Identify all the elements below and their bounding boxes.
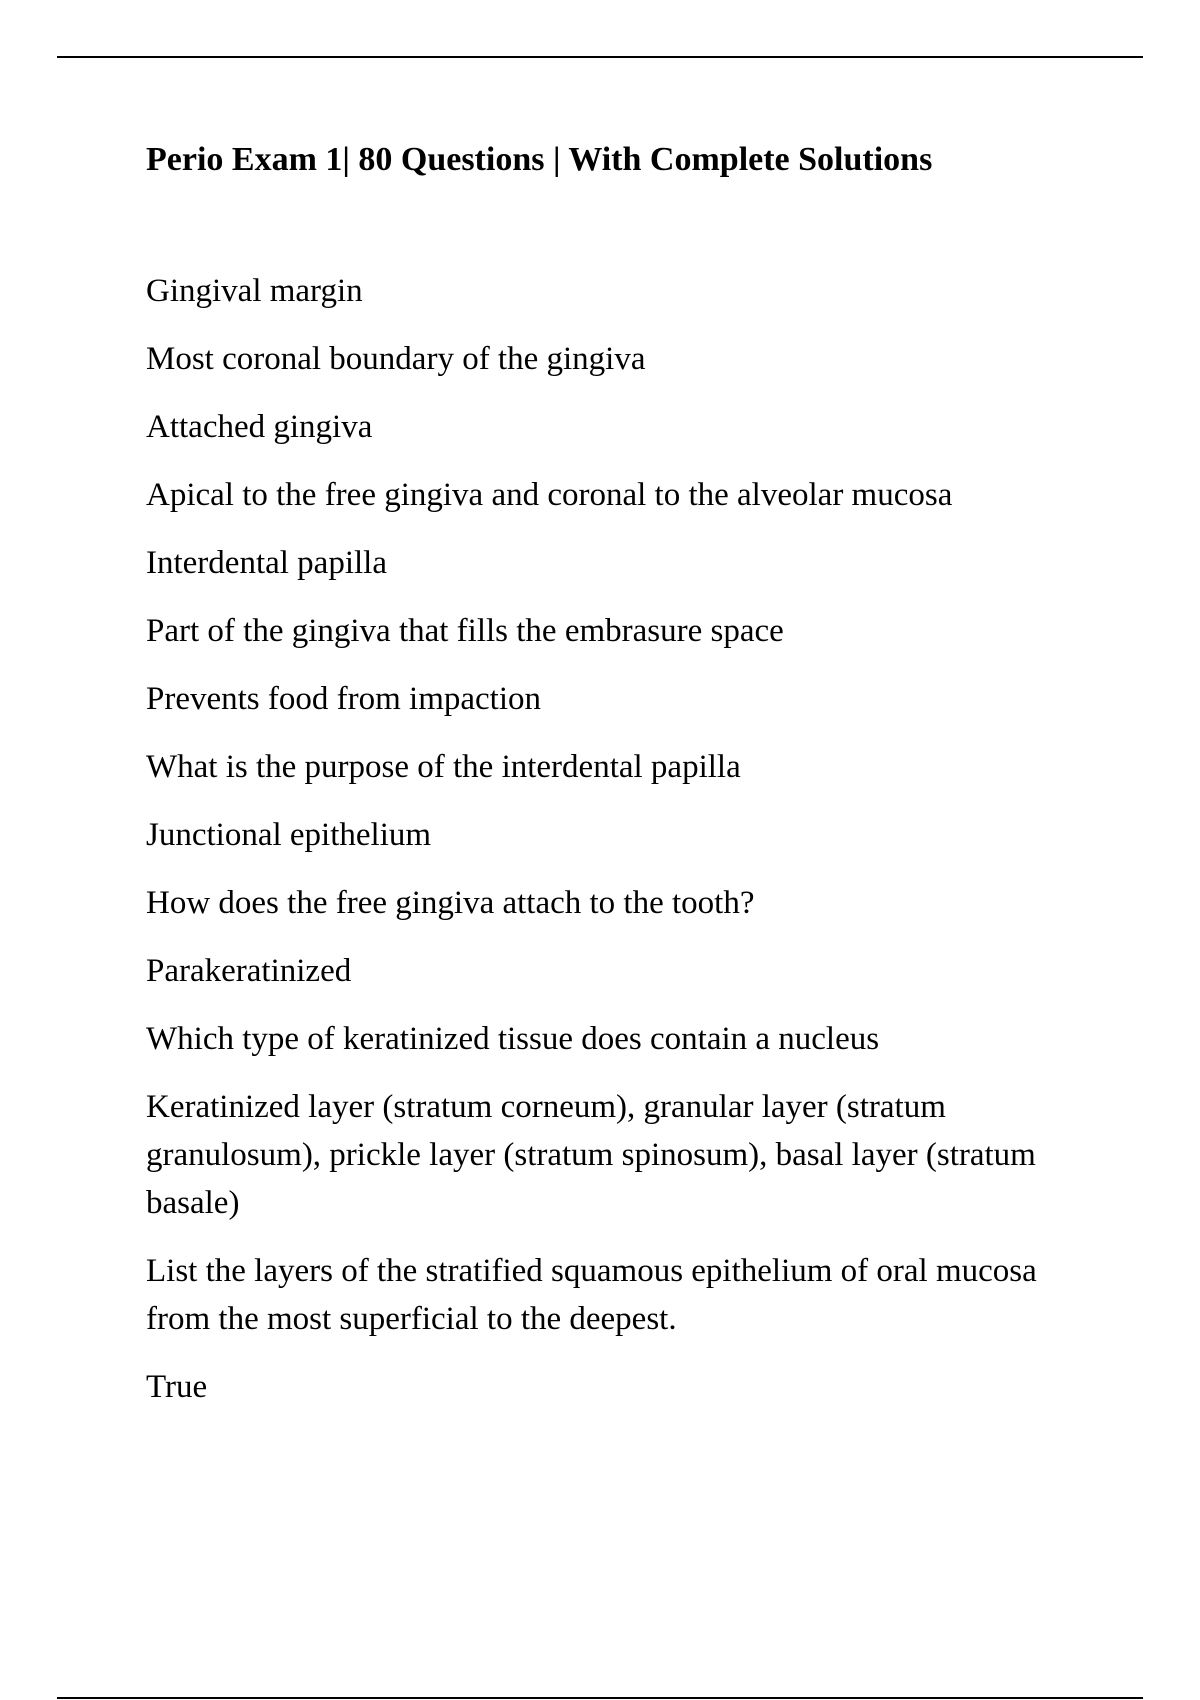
entry-answer: Keratinized layer (stratum corneum), granular layer (stratum granulosum), prickle layer (stratum spinosum), basal layer (stratum basale): [146, 1088, 1036, 1221]
entry-answer: Junctional epithelium: [146, 816, 432, 853]
top-rule: [57, 56, 1143, 58]
entry-answer: True: [146, 1368, 208, 1405]
bottom-rule: [57, 1697, 1143, 1699]
entry-answer: Prevents food from impaction: [146, 680, 542, 717]
page-content: [146, 140, 1046, 1431]
entry-question: Most coronal boundary of the gingiva: [146, 340, 646, 377]
entry-question: Which type of keratinized tissue does contain a nucleus: [146, 1020, 880, 1057]
entry-answer: Parakeratinized: [146, 952, 352, 989]
entry-answer: Interdental papilla: [146, 544, 387, 581]
entry-question: How does the free gingiva attach to the tooth?: [146, 884, 755, 921]
entry-question: Part of the gingiva that fills the embrasure space: [146, 612, 784, 649]
entry-question: List the layers of the stratified squamous epithelium of oral mucosa from the most superficial to the deepest.: [146, 1252, 1037, 1337]
qa-list: [146, 267, 1046, 1411]
entry-answer: Attached gingiva: [146, 408, 373, 445]
entry-question: Apical to the free gingiva and coronal to the alveolar mucosa: [146, 476, 953, 513]
entry-answer: Gingival margin: [146, 272, 363, 309]
document-title: Perio Exam 1| 80 Questions | With Complete Solutions: [146, 141, 933, 178]
entry-question: What is the purpose of the interdental papilla: [146, 748, 741, 785]
